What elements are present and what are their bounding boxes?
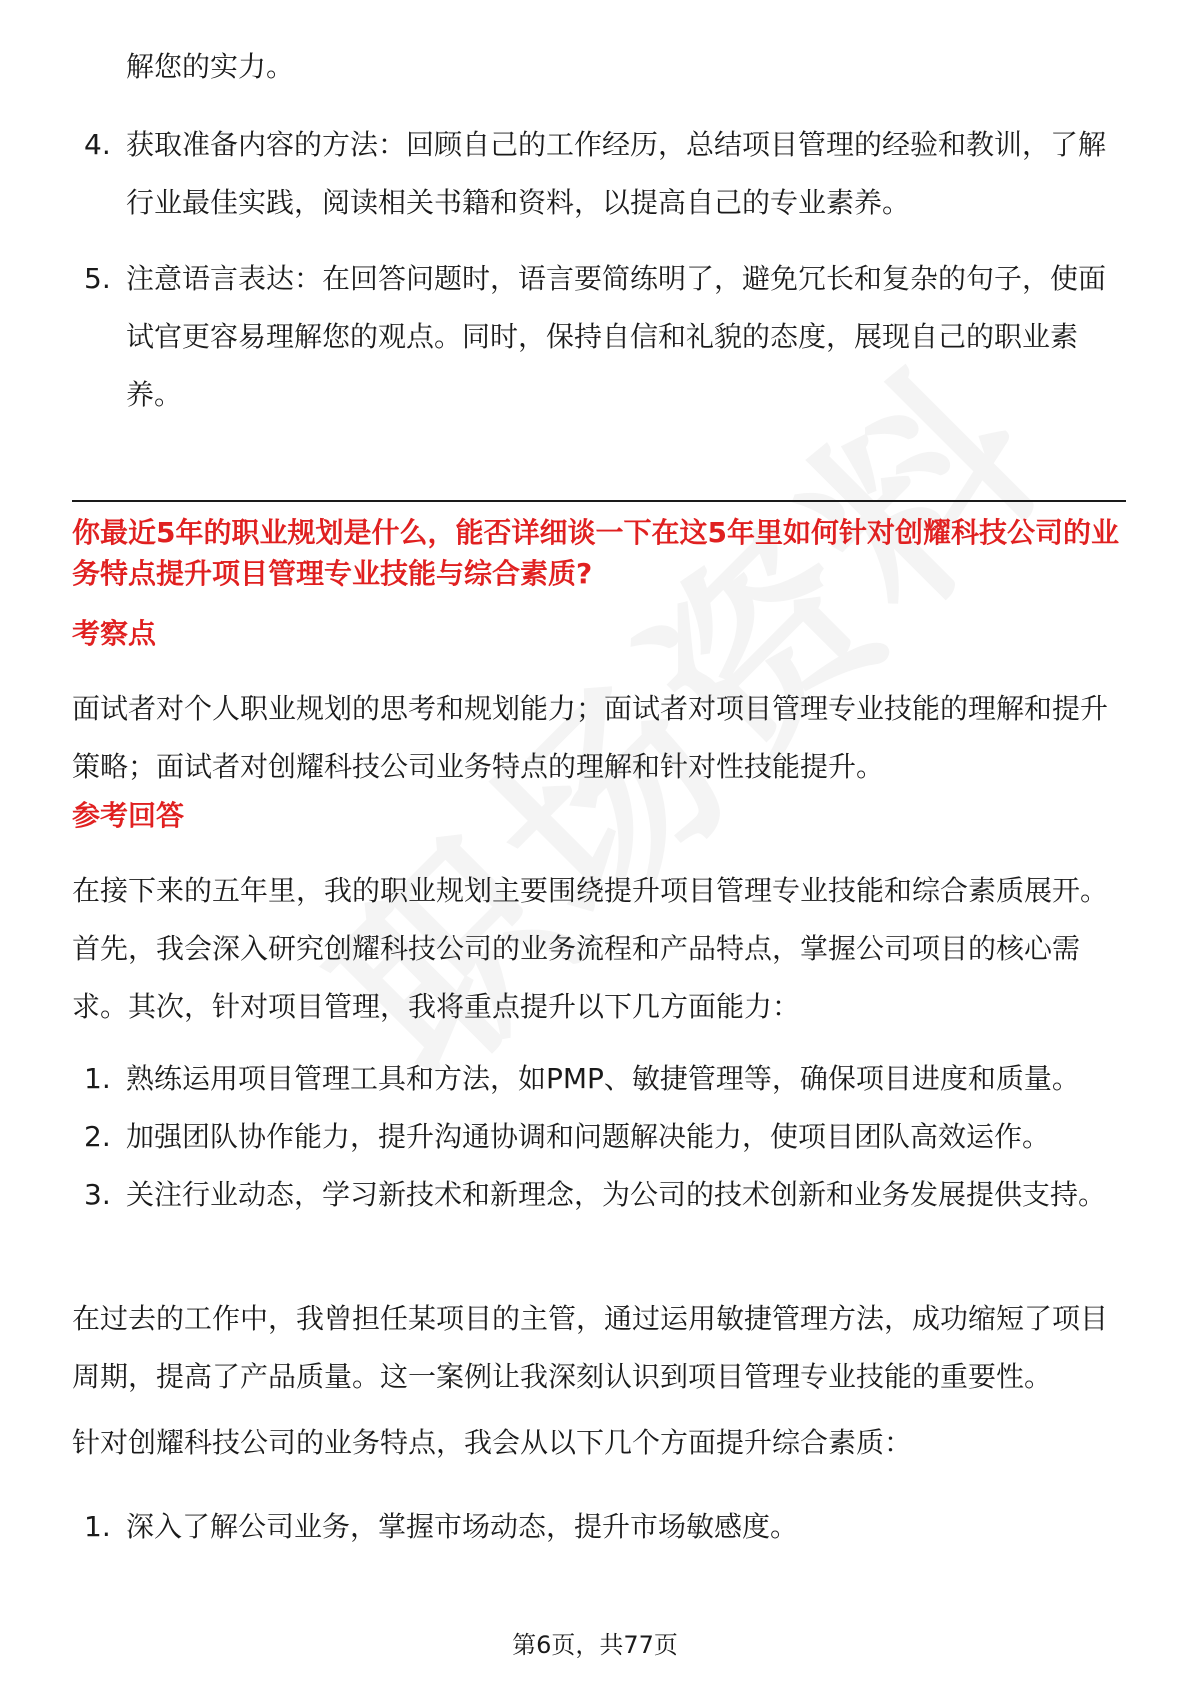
list-item-text: 获取准备内容的方法：回顾自己的工作经历，总结项目管理的经验和教训，了解行业最佳实践，阅读相关书籍和资料，以提高自己的专业素养。 <box>126 128 1107 219</box>
list-item <box>72 1050 1132 1108</box>
list-item-text: 加强团队协作能力，提升沟通协调和问题解决能力，使项目团队高效运作。 <box>126 1120 1051 1153</box>
list-item <box>72 116 1132 232</box>
list-item-number: 2. <box>84 1120 111 1153</box>
focus-label: 考察点 <box>72 617 157 650</box>
list-item-number: 5. <box>84 262 111 295</box>
list-item <box>72 1108 1132 1166</box>
list-item <box>72 1498 1132 1556</box>
interview-question: 你最近5年的职业规划是什么，能否详细谈一下在这5年里如何针对创耀科技公司的业务特点提升项目管理专业技能与综合素质? <box>72 516 1119 590</box>
list-item-text: 关注行业动态，学习新技术和新理念，为公司的技术创新和业务发展提供支持。 <box>126 1178 1107 1211</box>
answer-intro: 在接下来的五年里，我的职业规划主要围绕提升项目管理专业技能和综合素质展开。首先，我会深入研究创耀科技公司的业务流程和产品特点，掌握公司项目的核心需求。其次，针对项目管理，我将重点提升以下几方面能力： <box>72 874 1109 1023</box>
list-item-text: 注意语言表达：在回答问题时，语言要简练明了，避免冗长和复杂的句子，使面试官更容易理解您的观点。同时，保持自信和礼貌的态度，展现自己的职业素养。 <box>126 262 1107 411</box>
list-item-text: 解您的实力。 <box>126 50 295 83</box>
page-footer: 第6页，共77页 <box>512 1631 678 1659</box>
list-item-number: 1. <box>84 1510 111 1543</box>
list-item-continuation <box>72 38 1132 96</box>
focus-text: 面试者对个人职业规划的思考和规划能力；面试者对项目管理专业技能的理解和提升策略；面试者对创耀科技公司业务特点的理解和针对性技能提升。 <box>72 692 1109 783</box>
list-item-text: 深入了解公司业务，掌握市场动态，提升市场敏感度。 <box>126 1510 799 1543</box>
list-item-number: 4. <box>84 128 111 161</box>
list-item-text: 熟练运用项目管理工具和方法，如PMP、敏捷管理等，确保项目进度和质量。 <box>126 1062 1080 1095</box>
list-item <box>72 1166 1132 1224</box>
experience-paragraph: 在过去的工作中，我曾担任某项目的主管，通过运用敏捷管理方法，成功缩短了项目周期，提高了产品质量。这一案例让我深刻认识到项目管理专业技能的重要性。 <box>72 1302 1109 1393</box>
answer-label: 参考回答 <box>72 799 185 832</box>
list-item-number: 1. <box>84 1062 111 1095</box>
quality-intro: 针对创耀科技公司的业务特点，我会从以下几个方面提升综合素质： <box>72 1426 913 1459</box>
section-divider <box>72 500 1126 502</box>
list-item-number: 3. <box>84 1178 111 1211</box>
list-item <box>72 250 1132 424</box>
